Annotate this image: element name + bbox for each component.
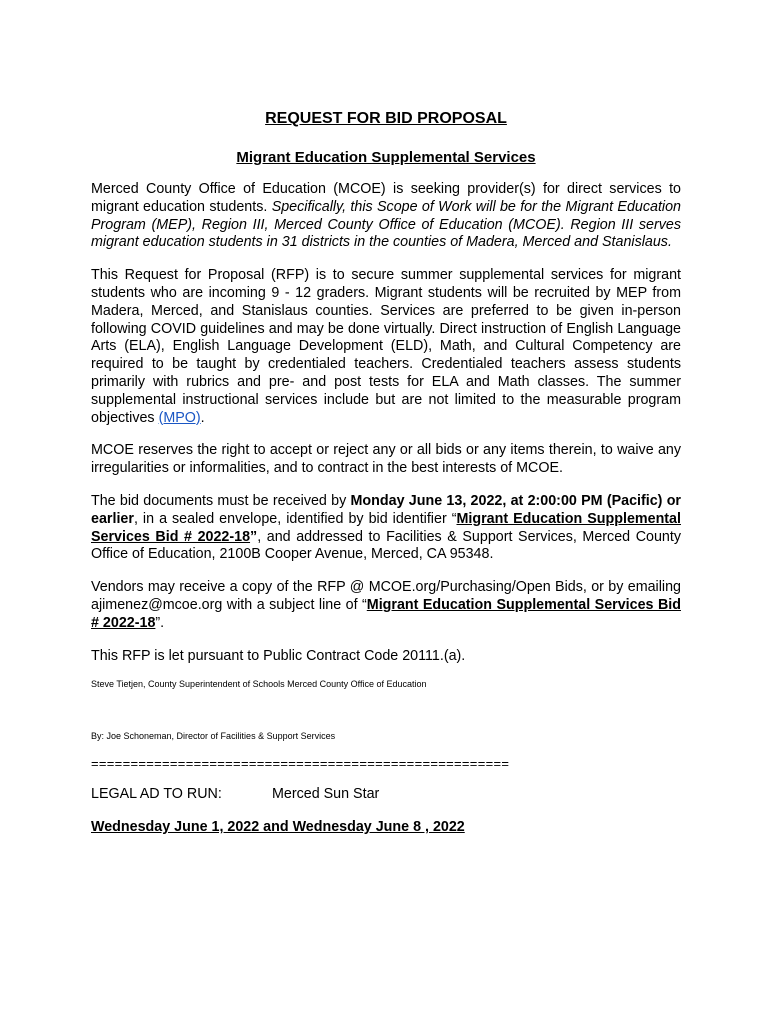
- submission-deadline: Monday June 13, 2022, at 2:00:00 PM (Pacific) or earlier: [91, 492, 681, 527]
- legal-ad-label: LEGAL AD TO RUN:: [91, 786, 222, 803]
- signature-director: By: Joe Schoneman, Director of Facilities & Support Services: [91, 731, 336, 742]
- signature-superintendent: Steve Tietjen, County Superintendent of Schools Merced County Office of Education: [91, 679, 427, 690]
- legal-ad-line: [91, 785, 681, 803]
- separator-rule: =====================================================: [91, 756, 510, 772]
- bid-identifier: Migrant Education Supplemental Services Bid # 2022-18: [91, 510, 681, 545]
- purpose-end: .: [200, 409, 205, 426]
- vendors-tail: ”.: [155, 614, 165, 631]
- intro-scope-text: Specifically, this Scope of Work will be for the Migrant Education Program (MEP), Region III, Merced County Office of Education (MCOE). Region III serves migrant education students in 31 districts in the counties of Madera, Merced and Stanislaus.: [91, 198, 681, 251]
- page-title: REQUEST FOR BID PROPOSAL: [265, 110, 507, 127]
- legal-ad-paper: Merced Sun Star: [272, 786, 380, 803]
- document-body: [91, 108, 681, 836]
- paragraph-reservation: MCOE reserves the right to accept or reject any or all bids or any items therein, to waive any irregularities or informalities, and to contract in the best interests of MCOE.: [91, 442, 681, 477]
- paragraph-submission: [91, 493, 681, 564]
- submission-tail: , and addressed to Facilities & Support Services, Merced County Office of Education, 2100B Cooper Avenue, Merced, CA 95348.: [91, 528, 681, 563]
- page-subtitle: Migrant Education Supplemental Services: [236, 149, 536, 166]
- vendors-lead: Vendors may receive a copy of the RFP @ MCOE.org/Purchasing/Open Bids, or by emailing ajimenez@mcoe.org with a subject line of “: [91, 579, 681, 613]
- purpose-text: This Request for Proposal (RFP) is to secure summer supplemental services for migrant students who are incoming 9 - 12 graders. Migrant students will be recruited by MEP from Madera, Merced, and Stanislaus counties. Services are preferred to be given in-person following COVID guidelines and may be done virtually. Direct instruction of English Language Arts (ELA), English Language Development (ELD), Math, and Cultural Competency are required to be taught by credentialed teachers. Credentialed teachers assess students primarily with rubrics and pre- and post tests for ELA and Math classes. The summer supplemental instructional services include but are not limited to the measurable program objectives: [91, 267, 681, 426]
- submission-mid: , in a sealed envelope, identified by bid identifier “: [133, 510, 457, 527]
- submission-lead: The bid documents must be received by: [91, 492, 351, 509]
- email-subject-line: Migrant Education Supplemental Services Bid # 2022-18: [91, 596, 681, 631]
- bid-identifier-quote: ”: [250, 528, 258, 545]
- paragraph-contract-code: This RFP is let pursuant to Public Contract Code 20111.(a).: [91, 647, 466, 664]
- paragraph-intro: [91, 181, 681, 252]
- mpo-link[interactable]: (MPO): [158, 409, 201, 426]
- intro-text: Merced County Office of Education (MCOE) is seeking provider(s) for direct services to migrant education students.: [91, 181, 681, 215]
- run-dates: Wednesday June 1, 2022 and Wednesday June 8 , 2022: [91, 819, 465, 836]
- paragraph-vendors: [91, 579, 681, 632]
- paragraph-purpose: [91, 267, 681, 427]
